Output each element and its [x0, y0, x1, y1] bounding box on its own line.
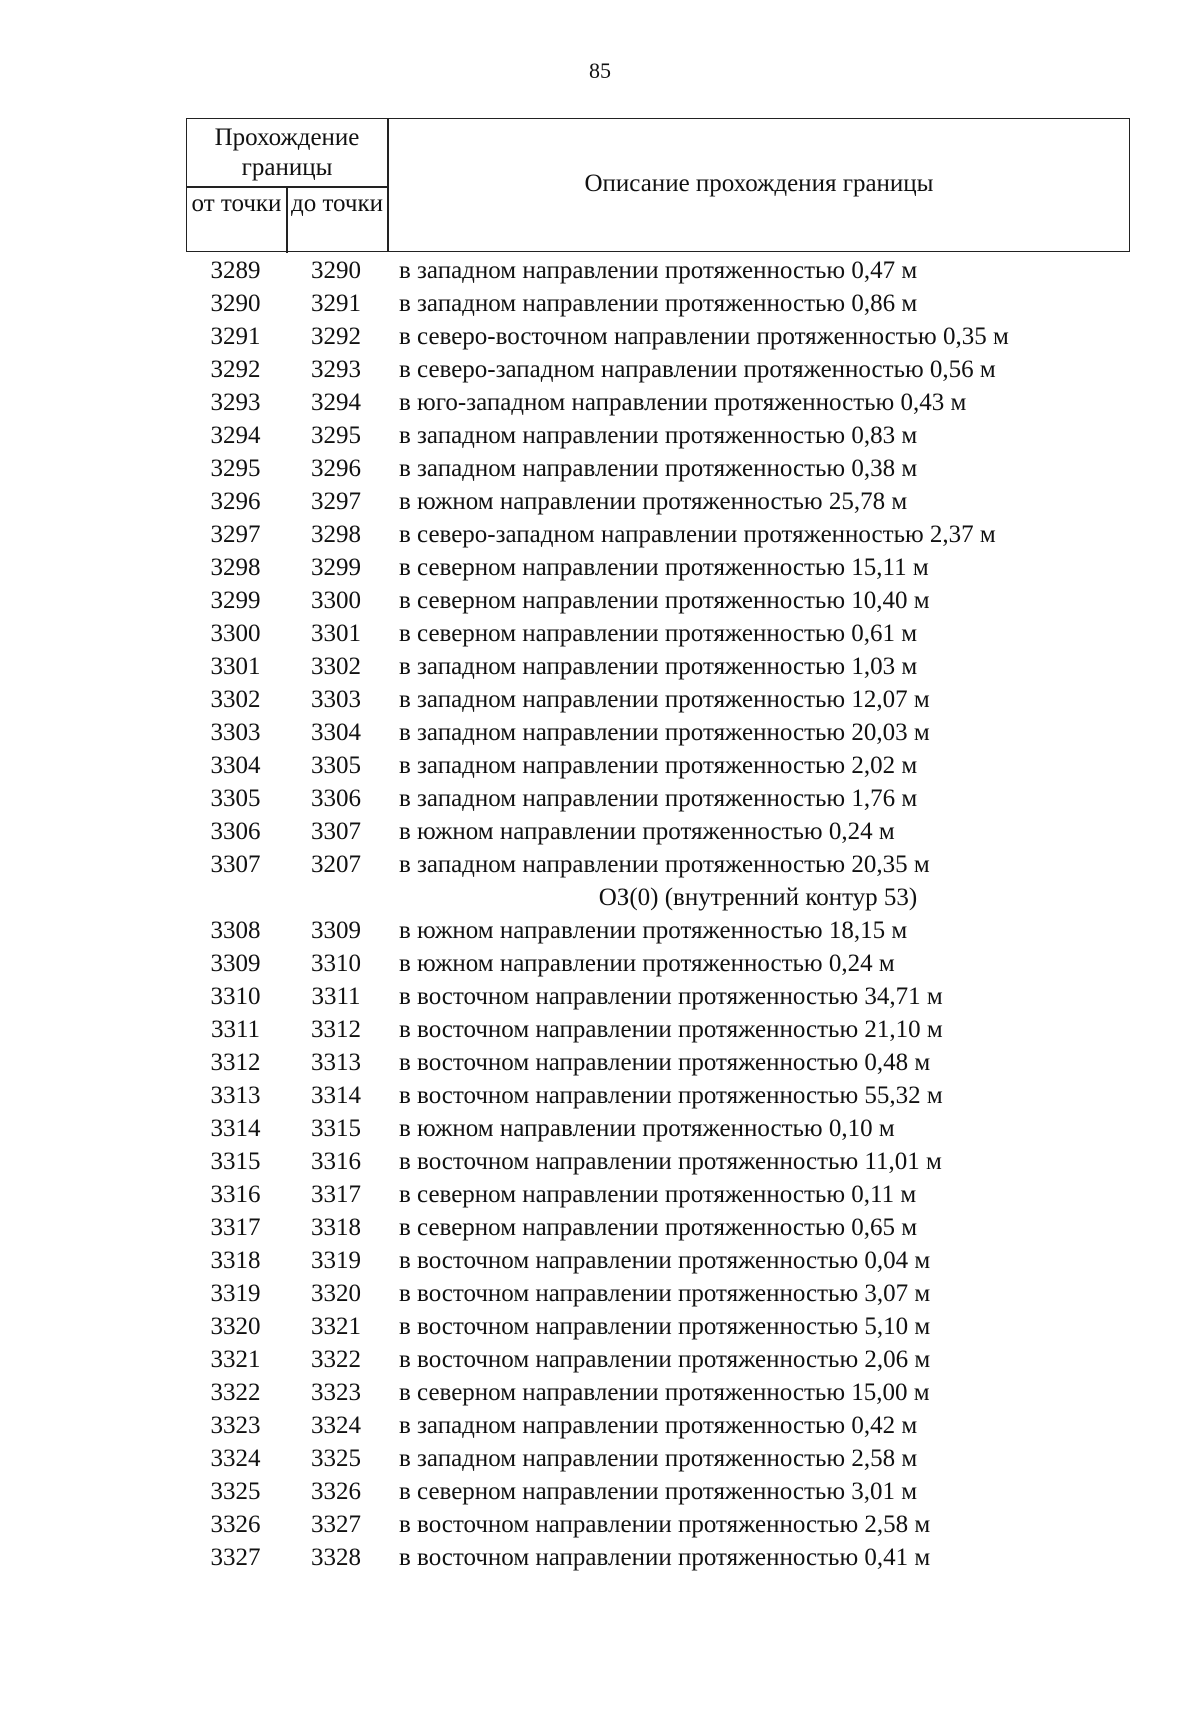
to-point-cell: 3297: [311, 488, 361, 515]
to-point-cell: 3323: [311, 1379, 361, 1406]
from-point-cell: 3290: [210, 290, 261, 317]
to-point-cell: 3318: [311, 1214, 361, 1241]
table-row: [186, 386, 1136, 419]
table-row: [186, 947, 1136, 980]
to-point-cell: 3207: [311, 851, 361, 878]
from-point-cell: 3322: [210, 1379, 261, 1406]
description-cell: в западном направлении протяженностью 0,42 м: [399, 1412, 918, 1439]
to-point-cell: 3320: [311, 1280, 361, 1307]
description-cell: в западном направлении протяженностью 12,07 м: [399, 686, 930, 713]
description-cell: в северном направлении протяженностью 15,11 м: [399, 554, 929, 581]
from-point-cell: 3319: [210, 1280, 261, 1307]
table-row: [186, 1178, 1136, 1211]
table-row: [186, 287, 1136, 320]
table-row: [186, 452, 1136, 485]
table-row: [186, 1013, 1136, 1046]
to-point-cell: 3316: [311, 1148, 361, 1175]
table-row: [186, 1310, 1136, 1343]
description-cell: в восточном направлении протяженностью 3,07 м: [399, 1280, 931, 1307]
from-point-cell: 3308: [210, 917, 261, 944]
to-point-cell: 3326: [311, 1478, 361, 1505]
table-row: [186, 1343, 1136, 1376]
header-description-label: Описание прохождения границы: [584, 170, 934, 197]
description-cell: в западном направлении протяженностью 1,03 м: [399, 653, 918, 680]
table-row: [186, 1508, 1136, 1541]
description-cell: в северном направлении протяженностью 0,65 м: [399, 1214, 918, 1241]
description-cell: в северном направлении протяженностью 0,61 м: [399, 620, 918, 647]
from-point-cell: 3295: [210, 455, 261, 482]
to-point-cell: 3328: [311, 1544, 361, 1571]
from-point-cell: 3311: [210, 1016, 261, 1043]
to-point-cell: 3296: [311, 455, 361, 482]
description-cell: в западном направлении протяженностью 2,02 м: [399, 752, 918, 779]
description-cell: в восточном направлении протяженностью 34,71 м: [399, 983, 943, 1010]
to-point-cell: 3305: [311, 752, 361, 779]
description-cell: в северном направлении протяженностью 3,01 м: [399, 1478, 918, 1505]
from-point-cell: 3323: [210, 1412, 261, 1439]
description-cell: в южном направлении протяженностью 0,10 м: [399, 1115, 895, 1142]
to-point-cell: 3303: [311, 686, 361, 713]
to-point-cell: 3298: [311, 521, 361, 548]
description-cell: в северо-западном направлении протяженностью 0,56 м: [399, 356, 996, 383]
description-cell: в западном направлении протяженностью 20,03 м: [399, 719, 930, 746]
to-point-cell: 3304: [311, 719, 361, 746]
from-point-cell: 3299: [210, 587, 261, 614]
description-cell: в западном направлении протяженностью 0,47 м: [399, 257, 918, 284]
page-number: 85: [589, 58, 611, 83]
table-header: [186, 118, 1130, 252]
from-point-cell: 3318: [210, 1247, 261, 1274]
description-cell: в северном направлении протяженностью 0,11 м: [399, 1181, 917, 1208]
to-point-cell: 3301: [311, 620, 361, 647]
description-cell: в западном направлении протяженностью 20,35 м: [399, 851, 930, 878]
table-row: [186, 518, 1136, 551]
to-point-cell: 3293: [311, 356, 361, 383]
description-cell: в западном направлении протяженностью 2,58 м: [399, 1445, 918, 1472]
to-point-cell: 3306: [311, 785, 361, 812]
table-row: [186, 485, 1136, 518]
to-point-cell: 3325: [311, 1445, 361, 1472]
table-row: [186, 617, 1136, 650]
to-point-cell: 3295: [311, 422, 361, 449]
to-point-cell: 3319: [311, 1247, 361, 1274]
table-row: [186, 1112, 1136, 1145]
from-point-cell: 3304: [210, 752, 261, 779]
table-row: [186, 848, 1136, 881]
table-body: [186, 254, 1136, 1574]
from-point-cell: 3289: [210, 257, 261, 284]
description-cell: в восточном направлении протяженностью 0,04 м: [399, 1247, 931, 1274]
to-point-cell: 3312: [311, 1016, 361, 1043]
table-row: [186, 353, 1136, 386]
section-row: [186, 881, 1136, 914]
from-point-cell: 3293: [210, 389, 261, 416]
from-point-cell: 3315: [210, 1148, 261, 1175]
to-point-cell: 3299: [311, 554, 361, 581]
table-row: [186, 551, 1136, 584]
description-cell: в северо-восточном направлении протяженностью 0,35 м: [399, 323, 1009, 350]
table-row: [186, 1541, 1136, 1574]
from-point-cell: 3300: [210, 620, 261, 647]
from-point-cell: 3310: [210, 983, 261, 1010]
description-cell: в западном направлении протяженностью 0,86 м: [399, 290, 918, 317]
from-point-cell: 3298: [210, 554, 261, 581]
to-point-cell: 3315: [311, 1115, 361, 1142]
description-cell: в южном направлении протяженностью 0,24 м: [399, 950, 895, 977]
from-point-cell: 3316: [210, 1181, 261, 1208]
from-point-cell: 3303: [210, 719, 261, 746]
from-point-cell: 3312: [210, 1049, 261, 1076]
to-point-cell: 3292: [311, 323, 361, 350]
description-cell: в северном направлении протяженностью 10,40 м: [399, 587, 930, 614]
description-cell: в северо-западном направлении протяженностью 2,37 м: [399, 521, 996, 548]
from-point-cell: 3309: [210, 950, 261, 977]
from-point-cell: 3297: [210, 521, 261, 548]
to-point-cell: 3309: [311, 917, 361, 944]
from-point-cell: 3324: [210, 1445, 261, 1472]
to-point-cell: 3314: [311, 1082, 361, 1109]
to-point-cell: 3310: [311, 950, 361, 977]
table-row: [186, 1145, 1136, 1178]
to-point-cell: 3290: [311, 257, 361, 284]
table-row: [186, 1442, 1136, 1475]
table-row: [186, 716, 1136, 749]
description-cell: в южном направлении протяженностью 0,24 м: [399, 818, 895, 845]
description-cell: в южном направлении протяженностью 25,78 м: [399, 488, 908, 515]
table-row: [186, 1409, 1136, 1442]
table-row: [186, 782, 1136, 815]
table-row: [186, 584, 1136, 617]
description-cell: в западном направлении протяженностью 1,76 м: [399, 785, 918, 812]
from-point-cell: 3292: [210, 356, 261, 383]
table-row: [186, 1475, 1136, 1508]
to-point-cell: 3311: [311, 983, 361, 1010]
section-title: ОЗ(0) (внутренний контур 53): [598, 884, 918, 911]
description-cell: в восточном направлении протяженностью 5,10 м: [399, 1313, 931, 1340]
from-point-cell: 3327: [210, 1544, 261, 1571]
from-point-cell: 3291: [210, 323, 261, 350]
to-point-cell: 3324: [311, 1412, 361, 1439]
description-cell: в юго-западном направлении протяженностью 0,43 м: [399, 389, 967, 416]
from-point-cell: 3307: [210, 851, 261, 878]
table-row: [186, 1376, 1136, 1409]
from-point-cell: 3320: [210, 1313, 261, 1340]
to-point-cell: 3307: [311, 818, 361, 845]
description-cell: в восточном направлении протяженностью 0,41 м: [399, 1544, 931, 1571]
description-cell: в северном направлении протяженностью 15,00 м: [399, 1379, 930, 1406]
to-point-cell: 3302: [311, 653, 361, 680]
table-row: [186, 254, 1136, 287]
table-row: [186, 650, 1136, 683]
description-cell: в восточном направлении протяженностью 2,58 м: [399, 1511, 931, 1538]
table-row: [186, 749, 1136, 782]
to-point-cell: 3317: [311, 1181, 361, 1208]
description-cell: в западном направлении протяженностью 0,38 м: [399, 455, 918, 482]
table-row: [186, 419, 1136, 452]
description-cell: в восточном направлении протяженностью 55,32 м: [399, 1082, 943, 1109]
from-point-cell: 3317: [210, 1214, 261, 1241]
to-point-cell: 3294: [311, 389, 361, 416]
from-point-cell: 3294: [210, 422, 261, 449]
description-cell: в восточном направлении протяженностью 21,10 м: [399, 1016, 943, 1043]
table-row: [186, 683, 1136, 716]
description-cell: в восточном направлении протяженностью 11,01 м: [399, 1148, 942, 1175]
from-point-cell: 3326: [210, 1511, 261, 1538]
from-point-cell: 3302: [210, 686, 261, 713]
table-row: [186, 815, 1136, 848]
description-cell: в восточном направлении протяженностью 0,48 м: [399, 1049, 931, 1076]
table-row: [186, 914, 1136, 947]
table-row: [186, 320, 1136, 353]
to-point-cell: 3291: [311, 290, 361, 317]
to-point-cell: 3327: [311, 1511, 361, 1538]
from-point-cell: 3296: [210, 488, 261, 515]
header-to-label: до точки: [290, 190, 384, 217]
table-row: [186, 1244, 1136, 1277]
to-point-cell: 3313: [311, 1049, 361, 1076]
from-point-cell: 3305: [210, 785, 261, 812]
table-row: [186, 1079, 1136, 1112]
from-point-cell: 3325: [210, 1478, 261, 1505]
from-point-cell: 3314: [210, 1115, 261, 1142]
from-point-cell: 3306: [210, 818, 261, 845]
description-cell: в западном направлении протяженностью 0,83 м: [399, 422, 918, 449]
from-point-cell: 3313: [210, 1082, 261, 1109]
table-row: [186, 980, 1136, 1013]
description-cell: в южном направлении протяженностью 18,15 м: [399, 917, 908, 944]
header-group-label: Прохождение границы: [214, 124, 360, 181]
to-point-cell: 3300: [311, 587, 361, 614]
to-point-cell: 3322: [311, 1346, 361, 1373]
description-cell: в восточном направлении протяженностью 2,06 м: [399, 1346, 931, 1373]
from-point-cell: 3301: [210, 653, 261, 680]
to-point-cell: 3321: [311, 1313, 361, 1340]
header-from-label: от точки: [191, 190, 282, 217]
table-row: [186, 1277, 1136, 1310]
table-row: [186, 1046, 1136, 1079]
table-row: [186, 1211, 1136, 1244]
from-point-cell: 3321: [210, 1346, 261, 1373]
